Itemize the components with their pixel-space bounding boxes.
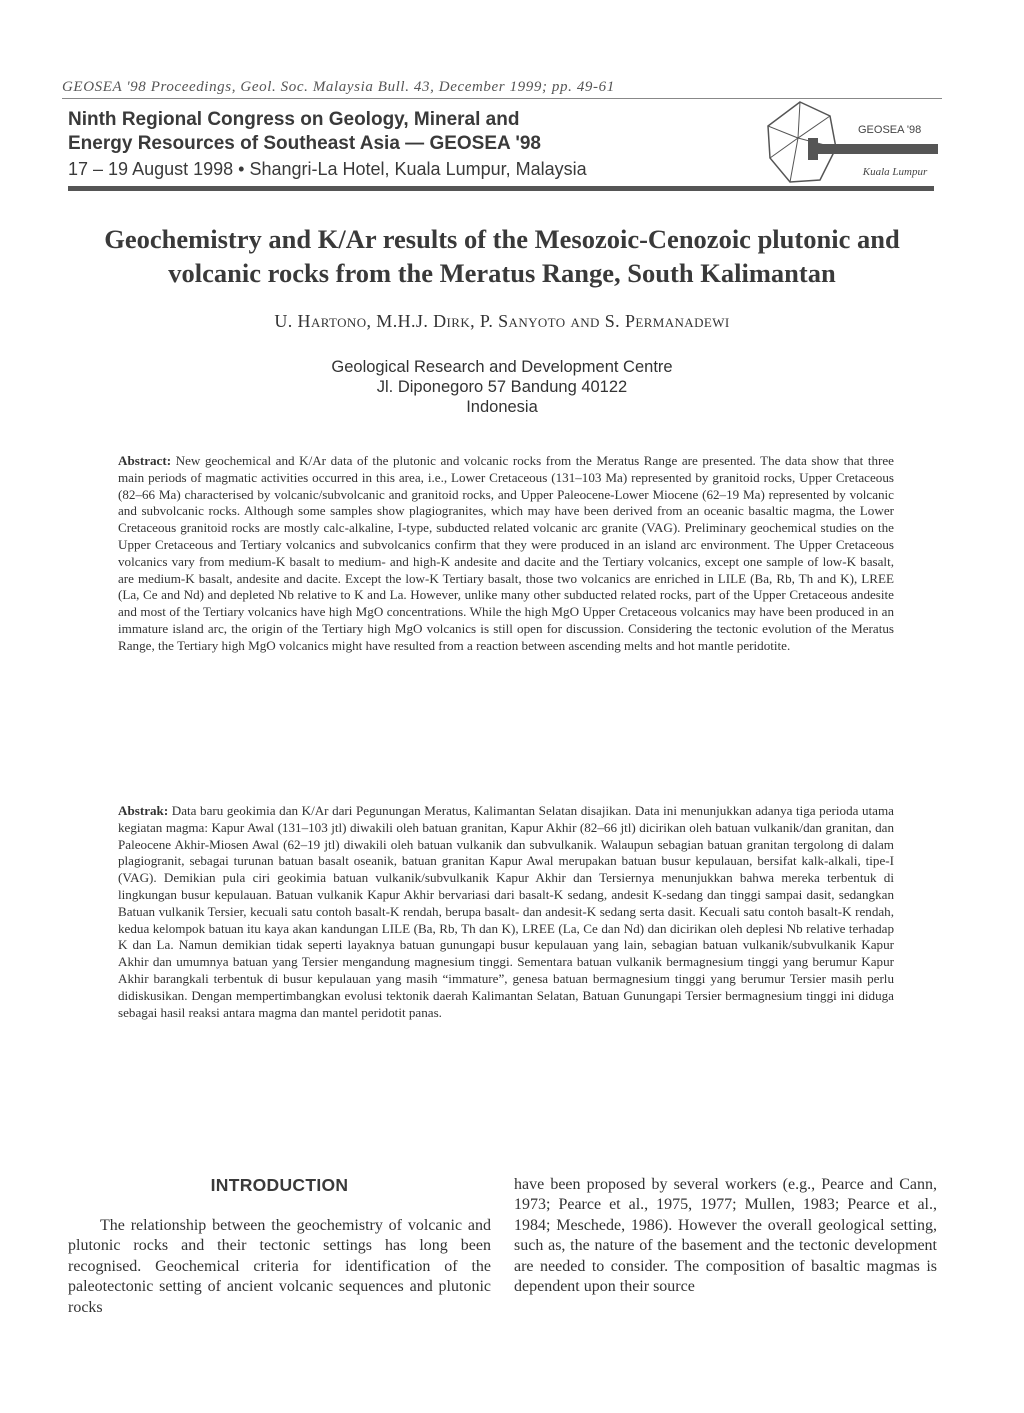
paper-authors: U. Hartono, M.H.J. Dirk, P. Sanyoto and S. Permanadewi [274, 311, 730, 331]
logo-crystal-icon [768, 102, 836, 182]
running-head: GEOSEA '98 Proceedings, Geol. Soc. Malaysia Bull. 43, December 1999; pp. 49-61 [62, 79, 615, 95]
introduction-left-column: The relationship between the geochemistry of volcanic and plutonic rocks and their tectonic settings has long been recognised. Geochemical criteria for identification of the paleotectonic setting of ancient volcanic sequences and plutonic rocks [68, 1217, 491, 1316]
abstract-indonesian [118, 803, 894, 1021]
congress-banner [68, 108, 708, 181]
banner-rule [68, 186, 934, 191]
abstract-english-text: New geochemical and K/Ar data of the plutonic and volcanic rocks from the Meratus Range are presented. The data show that three main periods of magmatic activities occurred in this area, i.e., Lower Cretaceous (131–103 Ma) represented by granitoid rocks, Upper Cretaceous (82–66 Ma) characterised by volcanic/subvolcanic and granitoid rocks, and Upper Paleocene-Lower Miocene (62–19 Ma) represented by volcanic and subvolcanic rocks. Although some samples show plagiogranites, which may have been derived from an oceanic basaltic magma, the Lower Cretaceous granitoid rocks are mostly calc-alkaline, I-type, subducted related volcanic arc granite (VAG). Preliminary geochemical studies on the Upper Cretaceous and Tertiary volcanics and subvolcanics confirm that they were produced in an island arc environment. The Upper Cretaceous volcanics vary from medium-K basalt to medium- and high-K andesite and dacite and the Tertiary volcanics, except one sample of low-K basalt, are medium-K basalt, andesite and dacite. Except the low-K Tertiary basalt, those two volcanics are enriched in LILE (Ba, Rb, Th and K), LREE (La, Ce and Nd) and depleted Nb relative to K and La. However, unlike many other subducted related rocks, part of the Upper Cretaceous andesite and most of the Tertiary volcanics have high MgO concentrations. While the high MgO Upper Cretaceous volcanics may have been produced in an immature island arc, the origin of the Tertiary high MgO volcanics is still open for discussion. Considering the tectonic evolution of the Meratus Range, the Tertiary high MgO volcanics might have resulted from a reaction between ascending melts and hot mantle peridotite. [118, 453, 894, 653]
affiliation-line-1: Geological Research and Development Centre [331, 358, 673, 376]
abstract-english [118, 453, 894, 655]
affiliation-line-3: Indonesia [466, 398, 538, 416]
paper-title: Geochemistry and K/Ar results of the Mesozoic-Cenozoic plutonic and volcanic rocks from the Meratus Range, South Kalimantan [104, 224, 900, 288]
congress-dates: 17 – 19 August 1998 • Shangri-La Hotel, Kuala Lumpur, Malaysia [68, 159, 587, 179]
affiliation-line-2: Jl. Diponegoro 57 Bandung 40122 [376, 378, 628, 396]
affiliation [62, 357, 942, 417]
congress-line-2: Energy Resources of Southeast Asia — GEOSEA '98 [68, 133, 541, 154]
abstract-indonesian-text: Data baru geokimia dan K/Ar dari Pegunungan Meratus, Kalimantan Selatan disajikan. Data ini menunjukkan adanya tiga perioda utama kegiatan magma: Kapur Awal (131–103 jtl) diwakili oleh batuan granitan, Kapur Akhir (82–66 jtl) dicirikan oleh batuan vulkanik/dan granitan, dan Paleocene Akhir-Miosen Awal (62–19 jtl) diwakili oleh batuan vulkanik dan subvulkanik. Walaupun sebagian batuan granitan tergolong di dalam plagiogranit, sebagai turunan batuan basalt oseanik, batuan granitan Kapur Awal merupakan batuan busur kepulauan, bersifat kalk-alkali, tipe-I (VAG). Demikian pula ciri geokimia batuan vulkanik/subvulkanik Kapur Akhir dan Tersiernya menunjukkan bahwa mereka terbentuk di lingkungan busur kepulauan. Batuan vulkanik Kapur Akhir bervariasi dari basalt-K sedang, andesit K-sedang dan tinggi sampai dasit, sedangkan Batuan vulkanik Tersier, kecuali satu contoh basalt-K rendah, berupa basalt- dan andesit-K sedang serta dasit. Kecuali satu contoh basalt-K rendah, kedua kelompok batuan itu kaya akan kandungan LILE (Ba, Rb, Th dan K), LREE (La, Ce dan Nd) dan dicirikan oleh deplesi Nb relative terhadap K dan La. Namun demikian tidak seperti layaknya batuan gunungapi busur kepulauan yang lain, sebagian batuan vulkanik/subvulkanik Kapur Akhir dan umumnya batuan yang Tersier mengandung magnesium tinggi. Sementara batuan vulkanik bermagnesium tinggi yang berumur Kapur Akhir barangkali terbentuk di busur kepulauan yang masih “immature”, genesa batuan bermagnesium tinggi yang berumur Tersier masih perlu didiskusikan. Dengan mempertimbangkan evolusi tektonik daerah Kalimantan Selatan, Batuan Gunungapi Tersier bermagnesium tinggi ini diduga sebagai hasil reaksi antara magma dan mantel peridotit panas. [118, 803, 894, 1020]
abstract-english-label: Abstract: [118, 453, 172, 468]
logo-hammer-icon [812, 144, 938, 154]
abstract-indonesian-label: Abstrak: [118, 803, 169, 818]
introduction-heading: INTRODUCTION [210, 1175, 349, 1195]
introduction-right-column: have been proposed by several workers (e.g., Pearce and Cann, 1973; Pearce et al., 1975, 1977; Mullen, 1983; Pearce et al., 1984; Meschede, 1986). However the overall geological setting, such as, the nature of the basement and the tectonic development are needed to consider. The composition of basaltic magmas is dependent upon their source [514, 1176, 937, 1296]
logo-place: Kuala Lumpur [862, 166, 928, 178]
logo-label: GEOSEA '98 [858, 124, 922, 136]
congress-line-1: Ninth Regional Congress on Geology, Mineral and [68, 109, 520, 130]
